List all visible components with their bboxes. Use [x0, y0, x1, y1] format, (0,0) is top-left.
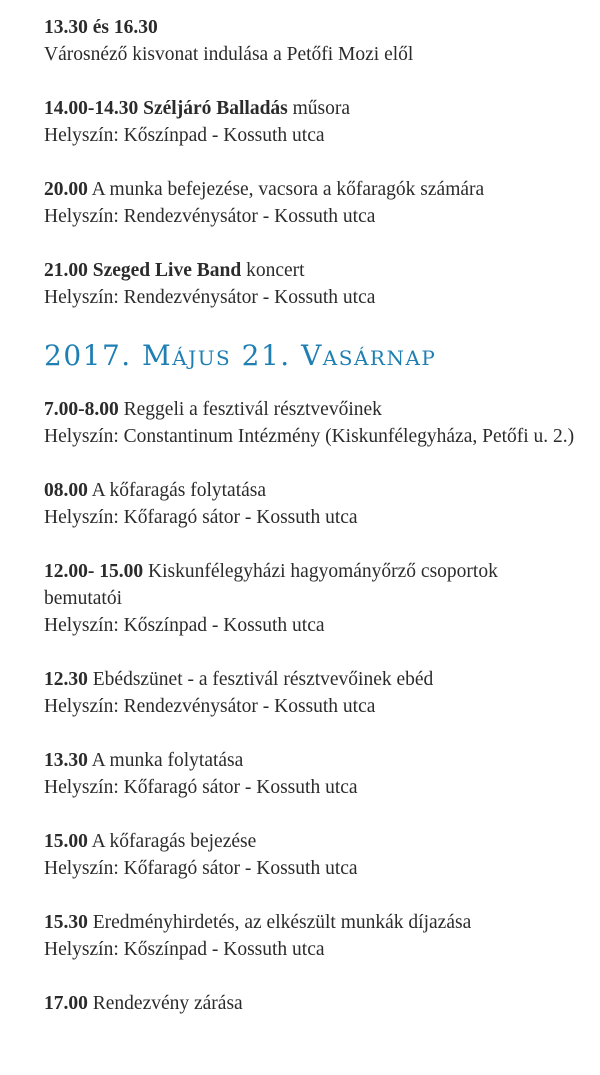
entry-title — [44, 396, 584, 423]
schedule-page — [44, 14, 584, 1044]
schedule-entry — [44, 95, 584, 149]
entry-time: 15.30 — [44, 912, 88, 933]
entry-text: koncert — [241, 260, 305, 281]
entry-text: Ebédszünet - a fesztivál résztvevőinek ebéd — [87, 669, 434, 690]
schedule-entry — [44, 909, 584, 963]
entry-location: Helyszín: Rendezvénysátor - Kossuth utca — [44, 206, 376, 227]
schedule-entry — [44, 558, 584, 639]
entry-text: A kőfaragás bejezése — [87, 831, 257, 852]
entry-text: Reggeli a fesztivál résztvevőinek — [118, 399, 382, 420]
entry-time: 20.00 — [44, 179, 88, 200]
schedule-entry — [44, 396, 584, 450]
entry-title — [44, 909, 584, 936]
entry-title — [44, 176, 584, 203]
entry-text: A munka folytatása — [87, 750, 244, 771]
entry-title — [44, 477, 584, 504]
entry-text: Kiskunfélegyházi hagyományőrző csoportok bemutatói — [44, 561, 498, 609]
entry-title — [44, 95, 584, 122]
entry-location: Helyszín: Kőfaragó sátor - Kossuth utca — [44, 777, 358, 798]
entry-text: A munka befejezése, vacsora a kőfaragók számára — [87, 179, 485, 200]
schedule-entry — [44, 990, 584, 1017]
entry-location: Helyszín: Rendezvénysátor - Kossuth utca — [44, 287, 376, 308]
schedule-entry — [44, 14, 584, 68]
entry-title — [44, 558, 514, 612]
entry-location: Helyszín: Rendezvénysátor - Kossuth utca — [44, 696, 376, 717]
entry-title — [44, 257, 584, 284]
entry-title — [44, 14, 584, 41]
entry-performer: Széljáró Balladás — [138, 98, 288, 119]
entry-text: Rendezvény zárása — [87, 993, 243, 1014]
schedule-entry — [44, 666, 584, 720]
entry-time: 14.00-14.30 — [44, 98, 139, 119]
entry-title — [44, 666, 584, 693]
schedule-entry — [44, 477, 584, 531]
entry-time: 13.30 és 16.30 — [44, 17, 158, 38]
entry-time: 08.00 — [44, 480, 88, 501]
entry-title — [44, 747, 584, 774]
schedule-entry — [44, 176, 584, 230]
entry-time: 12.30 — [44, 669, 88, 690]
entry-performer: Szeged Live Band — [87, 260, 242, 281]
entry-time: 7.00-8.00 — [44, 399, 119, 420]
day-heading: 2017. Május 21. Vasárnap — [44, 339, 437, 372]
entry-time: 21.00 — [44, 260, 88, 281]
entry-title — [44, 990, 584, 1017]
entry-location: Helyszín: Kőszínpad - Kossuth utca — [44, 125, 325, 146]
entry-detail: Városnéző kisvonat indulása a Petőfi Mozi elől — [44, 44, 414, 65]
schedule-entry — [44, 828, 584, 882]
schedule-entry — [44, 257, 584, 311]
entry-text: A kőfaragás folytatása — [87, 480, 267, 501]
entry-location: Helyszín: Kőfaragó sátor - Kossuth utca — [44, 507, 358, 528]
entry-location: Helyszín: Kőfaragó sátor - Kossuth utca — [44, 858, 358, 879]
entry-time: 15.00 — [44, 831, 88, 852]
entry-time: 17.00 — [44, 993, 88, 1014]
entry-time: 13.30 — [44, 750, 88, 771]
entry-time: 12.00- 15.00 — [44, 561, 144, 582]
entry-location: Helyszín: Kőszínpad - Kossuth utca — [44, 939, 325, 960]
entry-text: Eredményhirdetés, az elkészült munkák díjazása — [87, 912, 472, 933]
entry-location: Helyszín: Constantinum Intézmény (Kiskunfélegyháza, Petőfi u. 2.) — [44, 426, 575, 447]
schedule-entry — [44, 747, 584, 801]
entry-title — [44, 828, 584, 855]
entry-location: Helyszín: Kőszínpad - Kossuth utca — [44, 615, 325, 636]
entry-text: műsora — [287, 98, 351, 119]
